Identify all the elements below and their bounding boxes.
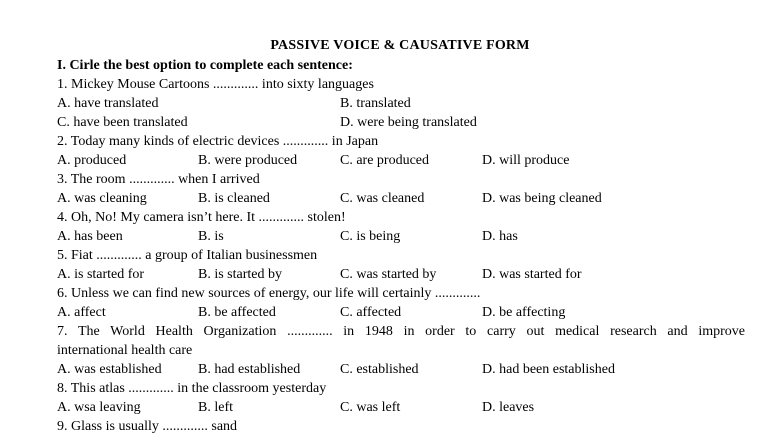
question-3-stem: 3. The room ............. when I arrived xyxy=(57,172,260,187)
q1-option-b[interactable]: B. translated xyxy=(340,96,411,111)
q4-option-d[interactable]: D. has xyxy=(482,229,518,244)
q2-option-d[interactable]: D. will produce xyxy=(482,153,570,168)
q5-option-a[interactable]: A. is started for xyxy=(57,267,145,282)
q7-option-d[interactable]: D. had been established xyxy=(482,362,615,377)
q5-option-d[interactable]: D. was started for xyxy=(482,267,582,282)
q3-option-a[interactable]: A. was cleaning xyxy=(57,191,147,206)
q8-option-c[interactable]: C. was left xyxy=(340,400,401,415)
q7-option-c[interactable]: C. established xyxy=(340,362,419,377)
q3-option-b[interactable]: B. is cleaned xyxy=(198,191,270,206)
q5-option-b[interactable]: B. is started by xyxy=(198,267,282,282)
page-title: PASSIVE VOICE & CAUSATIVE FORM xyxy=(270,38,530,53)
q8-option-a[interactable]: A. wsa leaving xyxy=(57,400,141,415)
question-7-stem-line2: international health care xyxy=(57,343,193,358)
q4-option-b[interactable]: B. is xyxy=(198,229,224,244)
question-9-stem: 9. Glass is usually ............. sand xyxy=(57,419,238,434)
q6-option-d[interactable]: D. be affecting xyxy=(482,305,566,320)
question-8-stem: 8. This atlas ............. in the classroom yesterday xyxy=(57,381,327,396)
q8-option-d[interactable]: D. leaves xyxy=(482,400,535,415)
q3-option-c[interactable]: C. was cleaned xyxy=(340,191,425,206)
q1-option-a[interactable]: A. have translated xyxy=(57,96,159,111)
q1-option-c[interactable]: C. have been translated xyxy=(57,115,188,130)
q8-option-b[interactable]: B. left xyxy=(198,400,233,415)
q6-option-a[interactable]: A. affect xyxy=(57,305,106,320)
question-6-stem: 6. Unless we can find new sources of energy, our life will certainly ............. xyxy=(57,286,481,301)
q6-option-c[interactable]: C. affected xyxy=(340,305,402,320)
question-7-stem-line1: 7. The World Health Organization ............. in 1948 in order to carry out medical research and improve xyxy=(57,324,745,339)
q4-option-a[interactable]: A. has been xyxy=(57,229,123,244)
instruction: I. Cirle the best option to complete each sentence: xyxy=(57,58,353,73)
q7-option-b[interactable]: B. had established xyxy=(198,362,301,377)
q2-option-c[interactable]: C. are produced xyxy=(340,153,430,168)
question-4-stem: 4. Oh, No! My camera isn’t here. It ............. stolen! xyxy=(57,210,346,225)
question-5-stem: 5. Fiat ............. a group of Italian businessmen xyxy=(57,248,318,263)
q3-option-d[interactable]: D. was being cleaned xyxy=(482,191,602,206)
q5-option-c[interactable]: C. was started by xyxy=(340,267,437,282)
q6-option-b[interactable]: B. be affected xyxy=(198,305,276,320)
q4-option-c[interactable]: C. is being xyxy=(340,229,401,244)
question-1-stem: 1. Mickey Mouse Cartoons ............. into sixty languages xyxy=(57,77,374,92)
q2-option-a[interactable]: A. produced xyxy=(57,153,127,168)
q2-option-b[interactable]: B. were produced xyxy=(198,153,298,168)
q7-option-a[interactable]: A. was established xyxy=(57,362,162,377)
q1-option-d[interactable]: D. were being translated xyxy=(340,115,477,130)
question-2-stem: 2. Today many kinds of electric devices ............. in Japan xyxy=(57,134,379,149)
